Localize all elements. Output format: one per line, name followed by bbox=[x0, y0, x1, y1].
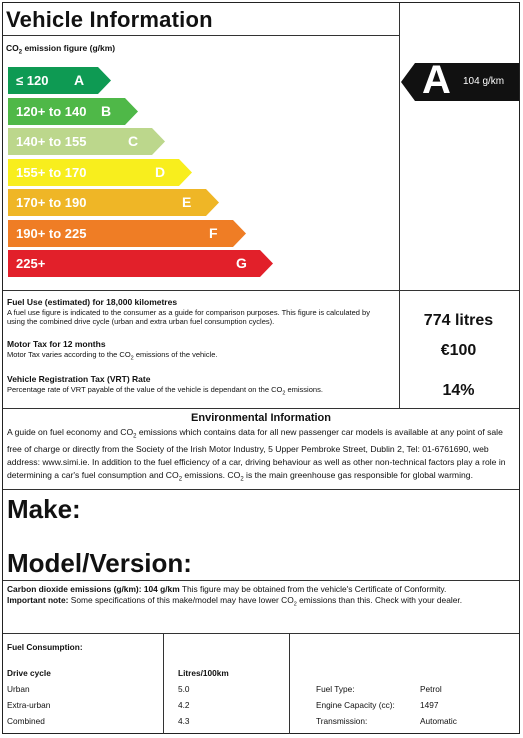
vrt-text: Percentage rate of VRT payable of the value of the vehicle is dependant on the $CO_2$ emissions. bbox=[7, 385, 323, 397]
band-g-letter: G bbox=[236, 255, 247, 271]
model-label: Model/Version: bbox=[7, 548, 192, 578]
fuel-use-value: 774 litres bbox=[423, 312, 494, 329]
litres-header: Litres/100km bbox=[178, 668, 229, 678]
env-section-divider bbox=[3, 489, 519, 490]
litres-urban: 5.0 bbox=[178, 684, 190, 694]
band-b-letter: B bbox=[101, 102, 112, 119]
litres-combined: 4.3 bbox=[178, 716, 190, 726]
band-c bbox=[8, 128, 165, 155]
band-d-range: 155+ to 170 bbox=[16, 164, 87, 180]
band-d bbox=[8, 159, 192, 186]
cycle-urban: Urban bbox=[7, 684, 30, 694]
band-f bbox=[8, 220, 246, 247]
motor-tax-heading: Motor Tax for 12 months bbox=[7, 339, 106, 349]
cycle-combined: Combined bbox=[7, 716, 45, 726]
motor-tax-value: €100 bbox=[440, 342, 477, 359]
band-e bbox=[8, 189, 219, 216]
band-g-range: 225+ bbox=[16, 256, 46, 271]
fuel-use-heading: Fuel Use (estimated) for 18,000 kilometres bbox=[7, 297, 178, 307]
band-a-range: ≤ 120 bbox=[16, 73, 49, 88]
important-note-text: Some specifications of this make/model may have lower $CO_2$ emissions than this. Check with your dealer. bbox=[68, 594, 463, 608]
spec-label-fuel-type: Fuel Type: bbox=[316, 684, 355, 694]
environment-heading: Environmental Information bbox=[191, 412, 331, 424]
rating-letter: A bbox=[422, 58, 451, 102]
spec-value-engine: 1497 bbox=[420, 700, 439, 710]
band-f-letter: F bbox=[209, 224, 218, 241]
band-e-range: 170+ to 190 bbox=[16, 195, 87, 210]
litres-extra-urban: 4.2 bbox=[178, 700, 190, 710]
fc-divider-2 bbox=[289, 633, 290, 734]
rating-value: 104 g/km bbox=[463, 76, 505, 87]
fuel-consumption-heading: Fuel Consumption: bbox=[7, 642, 83, 652]
band-g-arrow bbox=[8, 250, 273, 277]
model-section-divider bbox=[3, 580, 519, 581]
band-f-range: 190+ to 225 bbox=[16, 225, 87, 241]
note-section-divider bbox=[3, 633, 519, 634]
co2-note bbox=[7, 584, 515, 610]
fuel-use-text: A fuel use figure is indicated to the consumer as a guide for comparison purposes. This figure is calculated by using the combined drive cycle (urban and extra urban fuel consumption cycles). bbox=[7, 308, 370, 326]
co2-note-text: This figure may be obtained from the vehicle's Certificate of Conformity. bbox=[179, 584, 447, 594]
band-a-letter: A bbox=[74, 72, 85, 88]
cycle-extra-urban: Extra-urban bbox=[7, 700, 51, 710]
spec-label-transmission: Transmission: bbox=[316, 716, 368, 726]
motor-tax-text: Motor Tax varies according to the $CO_2$ emissions of the vehicle. bbox=[7, 350, 218, 362]
band-d-letter: D bbox=[155, 163, 166, 180]
spec-label-engine: Engine Capacity (cc): bbox=[316, 700, 395, 710]
co2-note-label: Carbon dioxide emissions (g/km): 104 g/km bbox=[7, 584, 180, 594]
page-title: Vehicle Information bbox=[6, 7, 213, 32]
band-b bbox=[8, 98, 138, 125]
band-g bbox=[8, 250, 273, 277]
make-label: Make: bbox=[7, 494, 81, 524]
vrt-value: 14% bbox=[442, 382, 475, 399]
drive-cycle-header: Drive cycle bbox=[7, 668, 51, 678]
spec-value-transmission: Automatic bbox=[420, 716, 457, 726]
spec-value-fuel-type: Petrol bbox=[420, 684, 442, 694]
header-divider bbox=[3, 35, 399, 36]
band-section-divider bbox=[3, 290, 519, 291]
band-e-letter: E bbox=[182, 194, 192, 210]
band-c-letter: C bbox=[128, 133, 139, 149]
vrt-heading: Vehicle Registration Tax (VRT) Rate bbox=[7, 374, 151, 384]
info-section-divider bbox=[3, 408, 519, 409]
band-b-range: 120+ to 140 bbox=[16, 103, 87, 119]
rating-arrow bbox=[401, 58, 519, 102]
band-a bbox=[8, 67, 111, 94]
important-note-label: Important note: bbox=[7, 594, 69, 605]
band-c-range: 140+ to 155 bbox=[16, 134, 87, 149]
environment-text: A guide on fuel economy and $CO_2$ emissions which contains data for all new passenger car models is available at any point of sale free of charge or directly from the Society of the Irish Motor Industry, 5 Upper Pembroke Street, Dublin 2, Tel: 01-6761690, web address: www.simi.ie. In addition to the fuel efficiency of a car, driving behaviour as well as other non-technical factors play a role in determining a car's fuel consumption and $CO_2$ emissions. $CO_2$ is the main greenhouse gas responsible for global warming. bbox=[7, 427, 506, 483]
fc-divider-1 bbox=[163, 633, 164, 734]
co2-heading: $CO_2$ emission figure (g/km) bbox=[6, 43, 116, 56]
